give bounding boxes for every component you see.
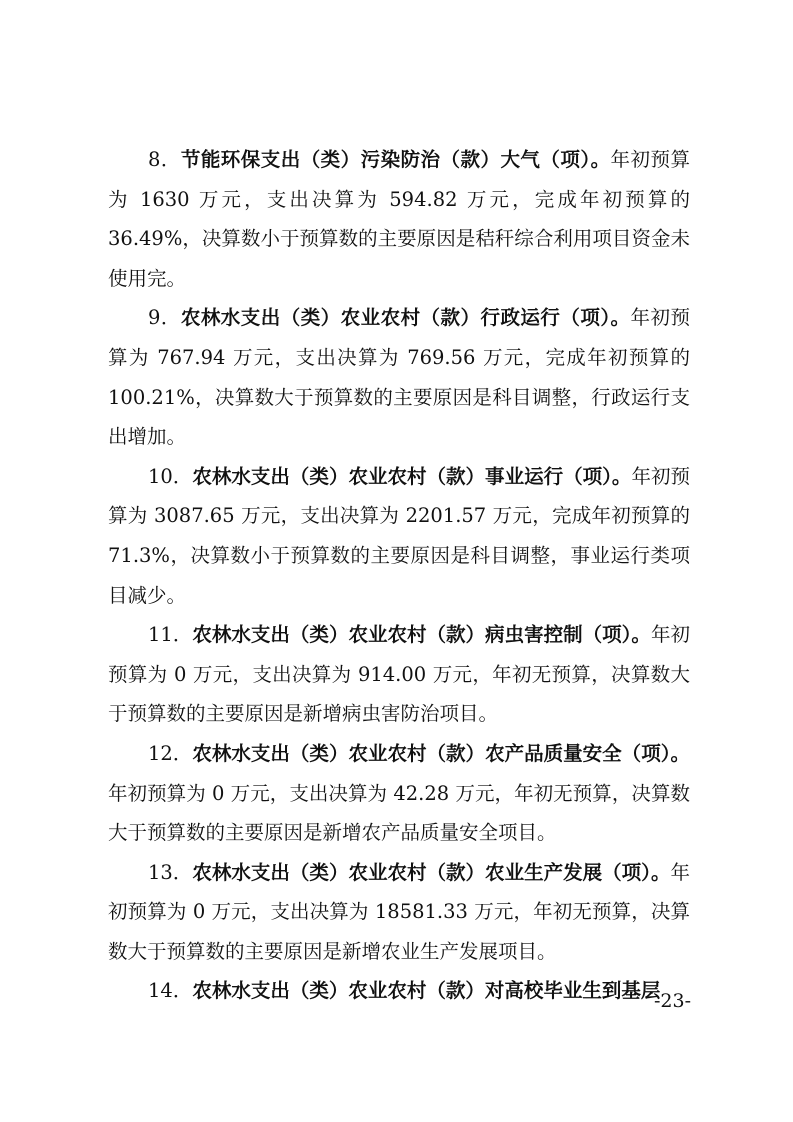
item-heading: 农林水支出（类）农业农村（款）农产品质量安全（项）。 — [192, 741, 690, 765]
item-heading: 农林水支出（类）农业农村（款）事业运行（项）。 — [192, 464, 632, 488]
paragraph-item-10 — [108, 457, 690, 615]
item-heading: 节能环保支出（类）污染防治（款）大气（项）。 — [180, 148, 611, 171]
item-heading: 农林水支出（类）农业农村（款）病虫害控制（项）。 — [192, 623, 651, 647]
item-body: 年初预算为 0 万元，支出决算为 914.00 万元，年初无预算，决算数大于预算数的主要原因是新增病虫害防治项目。 — [108, 623, 690, 726]
item-body: 年初预算为 3087.65 万元，支出决算为 2201.57 万元，完成年初预算的 71.3%，决算数小于预算数的主要原因是科目调整，事业运行类项目减少。 — [108, 464, 690, 607]
item-number: 14． — [148, 979, 193, 1003]
paragraph-item-8 — [108, 140, 690, 298]
item-number: 8． — [148, 148, 181, 171]
page-number: -23- — [653, 990, 691, 1012]
paragraph-item-13 — [108, 853, 690, 972]
item-heading: 农林水支出（类）农业农村（款）对高校毕业生到基层 — [192, 979, 661, 1003]
document-page — [108, 140, 690, 1011]
item-body: 年初预算为 1630 万元，支出决算为 594.82 万元，完成年初预算的 36.49%，决算数小于预算数的主要原因是秸秆综合利用项目资金未使用完。 — [108, 148, 690, 290]
item-heading: 农林水支出（类）农业农村（款）农业生产发展（项）。 — [192, 860, 671, 884]
item-heading: 农林水支出（类）农业农村（款）行政运行（项）。 — [180, 306, 631, 330]
item-number: 12． — [148, 741, 193, 765]
paragraph-item-9 — [108, 298, 690, 456]
paragraph-item-12 — [108, 734, 690, 853]
item-number: 11． — [148, 623, 193, 647]
item-body: 年初预算为 767.94 万元，支出决算为 769.56 万元，完成年初预算的 100.21%，决算数大于预算数的主要原因是科目调整，行政运行支出增加。 — [108, 306, 690, 449]
paragraph-item-11 — [108, 615, 690, 734]
item-number: 9． — [148, 306, 181, 330]
item-body: 年初预算为 0 万元，支出决算为 18581.33 万元，年初无预算，决算数大于预算数的主要原因是新增农业生产发展项目。 — [108, 860, 690, 963]
item-body: 年初预算为 0 万元，支出决算为 42.28 万元，年初无预算，决算数大于预算数的主要原因是新增农产品质量安全项目。 — [108, 781, 690, 845]
paragraph-item-14 — [108, 971, 690, 1011]
item-number: 10． — [148, 464, 193, 488]
item-number: 13． — [148, 860, 193, 884]
